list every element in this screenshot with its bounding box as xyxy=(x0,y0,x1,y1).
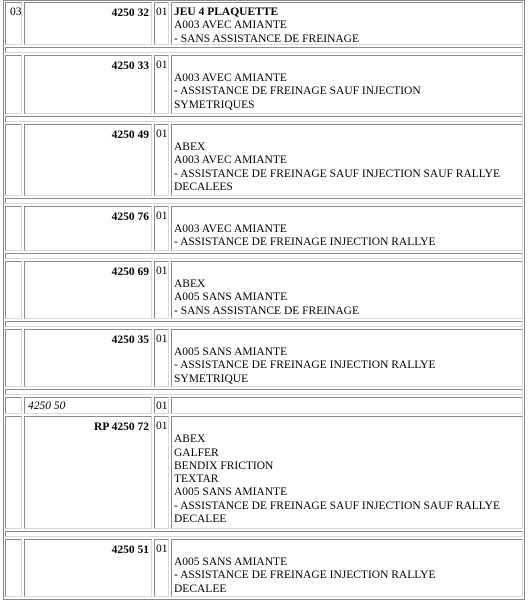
description-line: DECALEES xyxy=(174,180,233,193)
part-number xyxy=(24,124,152,196)
description-blank xyxy=(174,420,522,433)
description-cell xyxy=(171,206,523,251)
description-line: TEXTAR xyxy=(174,473,219,486)
code-text: 01 xyxy=(156,333,168,345)
description-line: - ASSISTANCE DE FREINAGE INJECTION RALLYE xyxy=(174,569,436,582)
code-text: 01 xyxy=(156,543,168,555)
spacer-row xyxy=(5,531,523,537)
part-number xyxy=(24,329,152,387)
level-cell-empty xyxy=(5,397,22,414)
spacer-row xyxy=(5,321,523,327)
part-number xyxy=(24,397,152,414)
description-line: GALFER xyxy=(174,446,219,459)
description-line: SYMETRIQUE xyxy=(174,372,249,385)
code-text: 01 xyxy=(156,128,168,140)
part-number xyxy=(24,2,152,45)
description-line: - ASSISTANCE DE FREINAGE SAUF INJECTION SAUF RALLYE xyxy=(174,499,501,512)
code-cell xyxy=(154,206,169,251)
part-number-text: 4250 35 xyxy=(111,334,149,346)
description-cell xyxy=(171,261,523,319)
description-line: A005 SANS AMIANTE xyxy=(174,291,288,304)
part-number xyxy=(24,539,152,597)
part-number-text: 4250 33 xyxy=(111,60,149,72)
description-blank xyxy=(174,333,522,346)
description-line: - ASSISTANCE DE FREINAGE INJECTION RALLYE xyxy=(174,359,436,372)
level-cell-empty xyxy=(5,329,22,387)
level-value: 03 xyxy=(10,6,22,18)
description-cell xyxy=(171,124,523,196)
part-number-text: RP 4250 72 xyxy=(94,421,149,433)
level-cell-empty xyxy=(5,55,22,114)
code-text: 01 xyxy=(156,210,168,222)
description-line: A005 SANS AMIANTE xyxy=(174,486,288,499)
description-line: A003 AVEC AMIANTE xyxy=(174,19,287,32)
code-cell xyxy=(154,397,169,414)
spacer-row xyxy=(5,47,523,53)
level-cell-empty xyxy=(5,539,22,597)
description-blank xyxy=(174,210,522,223)
description-line: - SANS ASSISTANCE DE FREINAGE xyxy=(174,32,360,45)
spacer-row xyxy=(5,198,523,204)
description-line: - ASSISTANCE DE FREINAGE SAUF INJECTION xyxy=(174,85,421,98)
part-number-text: 4250 69 xyxy=(111,266,149,278)
description-line: ABEX xyxy=(174,141,206,153)
description-blank xyxy=(174,59,522,72)
description-line: A005 SANS AMIANTE xyxy=(174,556,288,568)
description-blank xyxy=(174,265,522,278)
description-line: BENDIX FRICTION xyxy=(174,459,274,472)
description-cell xyxy=(171,416,523,529)
part-number xyxy=(24,55,152,114)
description-title: JEU 4 PLAQUETTE xyxy=(174,6,279,18)
part-number-text: 4250 51 xyxy=(111,544,149,556)
code-cell xyxy=(154,329,169,387)
code-text: 01 xyxy=(156,420,168,432)
code-text: 01 xyxy=(156,6,168,18)
code-cell xyxy=(154,416,169,529)
spacer-row xyxy=(5,253,523,259)
level-cell-empty xyxy=(5,124,22,196)
part-number-text: 4250 49 xyxy=(111,129,149,141)
description-line: ABEX xyxy=(174,278,206,290)
level-cell xyxy=(5,2,22,45)
description-cell xyxy=(171,55,523,114)
part-number-text: 4250 50 xyxy=(28,400,66,412)
description-blank xyxy=(174,128,522,141)
description-line: DECALEE xyxy=(174,513,227,526)
description-line: - ASSISTANCE DE FREINAGE INJECTION RALLYE xyxy=(174,236,436,249)
code-text: 01 xyxy=(156,59,168,71)
code-cell xyxy=(154,2,169,45)
part-number-text: 4250 32 xyxy=(111,7,149,19)
description-line: A003 AVEC AMIANTE xyxy=(174,154,287,167)
code-text: 01 xyxy=(156,400,168,412)
description-cell xyxy=(171,539,523,597)
spacer-row xyxy=(5,116,523,122)
description-line: - SANS ASSISTANCE DE FREINAGE xyxy=(174,304,360,317)
code-text: 01 xyxy=(156,265,168,277)
code-cell xyxy=(154,55,169,114)
part-number-text: 4250 76 xyxy=(111,211,149,223)
description-cell xyxy=(171,397,523,414)
description-line: A003 AVEC AMIANTE xyxy=(174,223,287,235)
description-line: A005 SANS AMIANTE xyxy=(174,346,288,358)
description-line: ABEX xyxy=(174,433,206,446)
level-cell-empty xyxy=(5,261,22,319)
level-cell-empty xyxy=(5,206,22,251)
part-number xyxy=(24,416,152,529)
description-line: - ASSISTANCE DE FREINAGE SAUF INJECTION SAUF RALLYE xyxy=(174,167,501,180)
spacer-row xyxy=(5,389,523,395)
description-line: SYMETRIQUES xyxy=(174,98,255,111)
code-cell xyxy=(154,539,169,597)
description-line: A003 AVEC AMIANTE xyxy=(174,72,287,84)
part-number xyxy=(24,206,152,251)
level-cell-empty xyxy=(5,416,22,529)
code-cell xyxy=(154,124,169,196)
description-cell xyxy=(171,329,523,387)
description-blank xyxy=(174,543,522,556)
description-cell xyxy=(171,2,523,45)
description-line: DECALEE xyxy=(174,582,227,595)
code-cell xyxy=(154,261,169,319)
part-number xyxy=(24,261,152,319)
